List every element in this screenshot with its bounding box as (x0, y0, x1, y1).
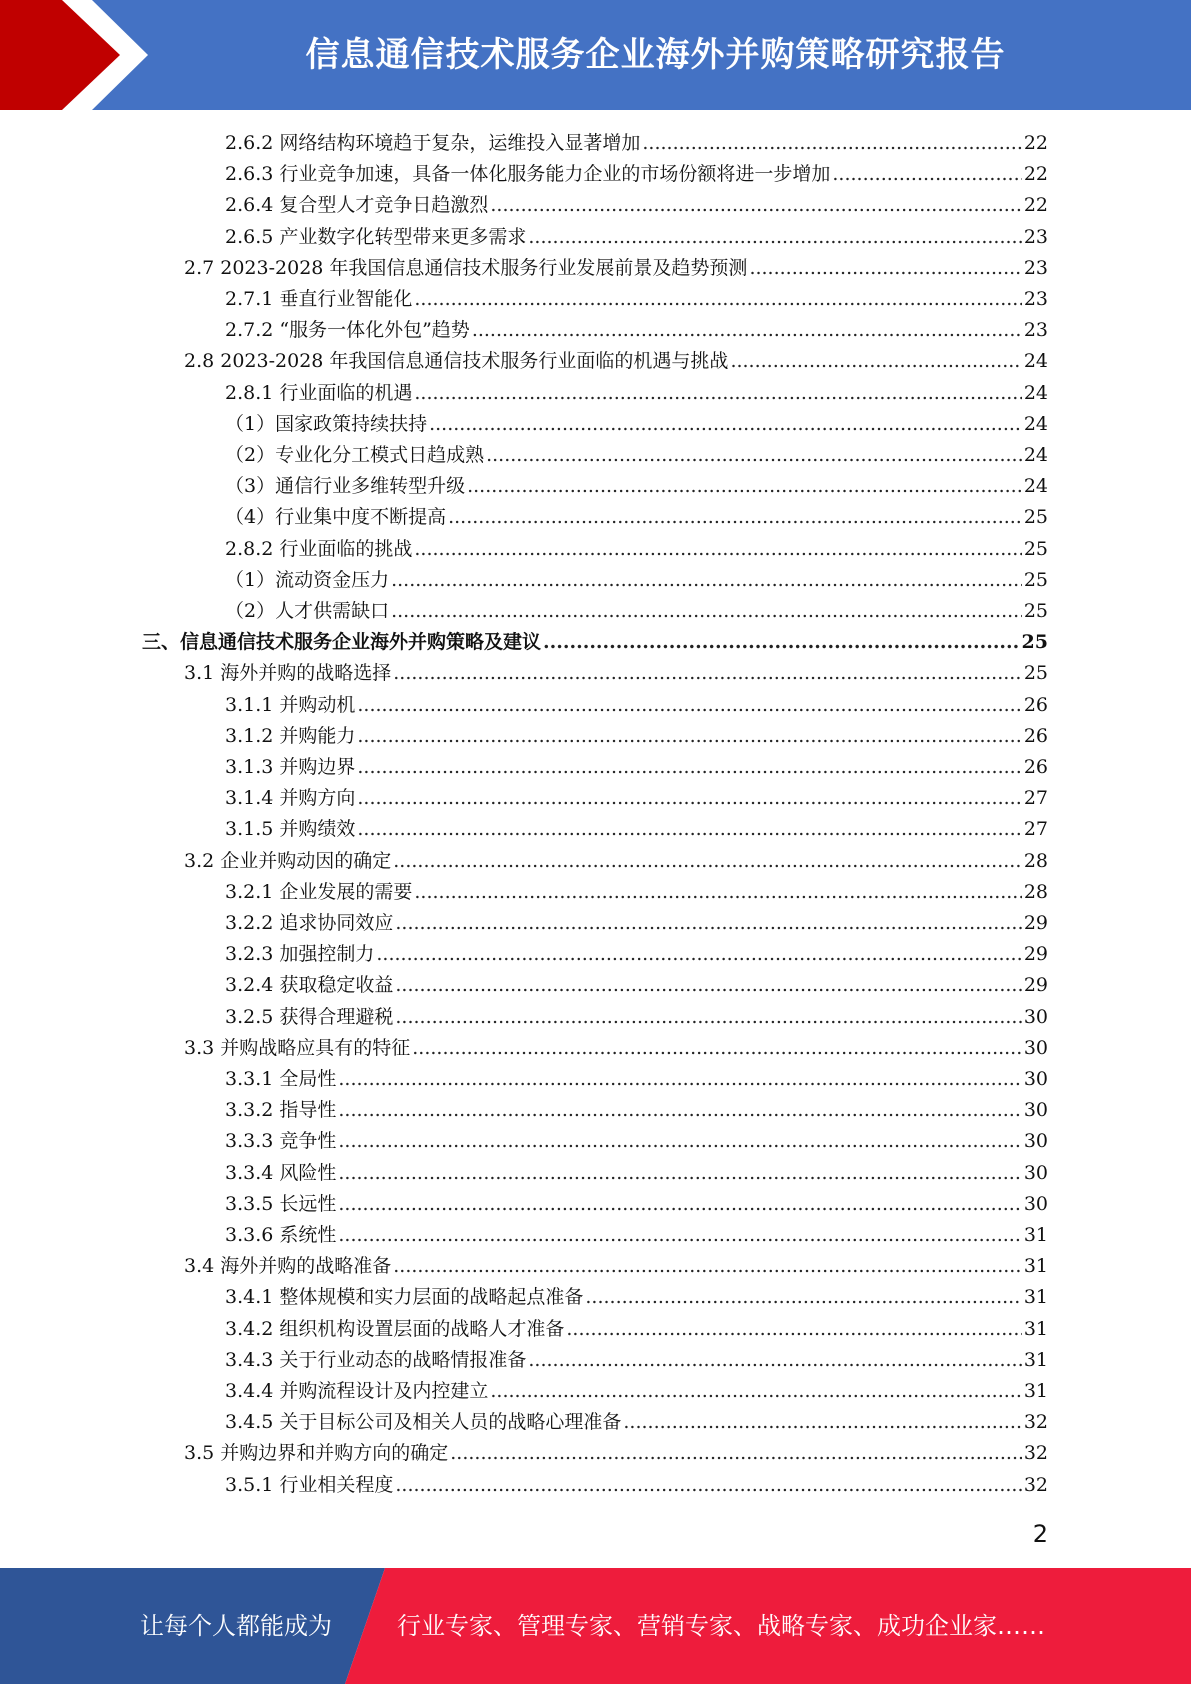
toc-entry-label: 2.6.5 产业数字化转型带来更多需求 (225, 225, 527, 248)
toc-entry-label: 3.5 并购边界和并购方向的确定 (184, 1442, 449, 1465)
toc-entry-page: 31 (1023, 1286, 1048, 1309)
toc-entry-label: 3.3.3 竞争性 (225, 1130, 337, 1153)
toc-entry[interactable] (225, 502, 1048, 532)
toc-entry[interactable] (225, 877, 1048, 907)
toc-leader-dots (338, 1224, 1021, 1246)
toc-entry[interactable] (225, 596, 1048, 626)
toc-entry-page: 24 (1023, 412, 1048, 435)
toc-entry[interactable] (225, 1095, 1048, 1125)
toc-entry[interactable] (225, 939, 1048, 969)
toc-entry[interactable] (225, 284, 1048, 314)
toc-entry[interactable] (225, 752, 1048, 782)
toc-entry-page: 25 (1023, 568, 1048, 591)
toc-entry-page: 23 (1023, 225, 1048, 248)
toc-leader-dots (376, 943, 1021, 965)
toc-leader-dots (623, 1411, 1021, 1433)
toc-entry-label: 3.3.2 指导性 (225, 1099, 337, 1122)
toc-entry-page: 25 (1023, 600, 1048, 622)
toc-entry-label: （2）专业化分工模式日趋成熟 (225, 444, 485, 466)
toc-entry-label: 3.3.1 全局性 (225, 1068, 337, 1090)
toc-entry[interactable] (225, 690, 1048, 720)
toc-entry[interactable] (225, 1002, 1048, 1032)
toc-leader-dots (642, 132, 1021, 154)
toc-entry[interactable] (225, 1376, 1048, 1406)
toc-entry-page: 23 (1023, 288, 1048, 310)
toc-leader-dots (832, 163, 1021, 185)
toc-entry-page: 30 (1023, 1005, 1048, 1028)
toc-entry-label: 3.5.1 行业相关程度 (225, 1473, 394, 1496)
toc-entry-label: 3.3 并购战略应具有的特征 (184, 1036, 411, 1059)
toc-entry[interactable] (225, 222, 1048, 252)
toc-entry[interactable] (225, 783, 1048, 813)
toc-entry[interactable] (225, 1064, 1048, 1094)
toc-leader-dots (467, 475, 1022, 497)
toc-entry[interactable] (225, 1470, 1048, 1500)
toc-entry-page: 26 (1023, 693, 1048, 716)
toc-entry-label: 3.2.2 追求协同效应 (225, 912, 394, 934)
toc-entry-label: 3.1.1 并购动机 (225, 693, 356, 716)
toc-entry[interactable] (225, 814, 1048, 844)
toc-entry-label: 2.7.2 “服务一体化外包”趋势 (225, 319, 470, 342)
toc-entry[interactable] (225, 378, 1048, 408)
toc-entry-page: 32 (1023, 1442, 1048, 1465)
toc-entry-label: 3.1.4 并购方向 (225, 787, 356, 810)
toc-entry[interactable] (225, 721, 1048, 751)
toc-entry-label: （2）人才供需缺口 (225, 600, 390, 622)
toc-entry-page: 25 (1021, 631, 1048, 654)
toc-entry-page: 25 (1023, 662, 1048, 685)
toc-entry-page: 22 (1023, 194, 1048, 217)
toc-entry-page: 28 (1023, 880, 1048, 903)
toc-entry-page: 30 (1023, 1068, 1048, 1090)
toc-leader-dots (338, 1068, 1021, 1090)
toc-entry-page: 24 (1023, 475, 1048, 498)
toc-entry-page: 29 (1023, 912, 1048, 934)
toc-entry-label: 3.2.3 加强控制力 (225, 943, 375, 966)
toc-leader-dots (338, 1193, 1021, 1215)
toc-leader-dots (338, 1130, 1021, 1152)
toc-entry[interactable] (225, 908, 1048, 938)
toc-leader-dots (395, 974, 1021, 996)
toc-entry-label: 三、信息通信技术服务企业海外并购策略及建议 (142, 631, 542, 654)
toc-entry[interactable] (142, 627, 1048, 657)
toc-leader-dots (357, 818, 1021, 840)
toc-entry[interactable] (184, 253, 1048, 283)
toc-leader-dots (414, 382, 1021, 404)
toc-leader-dots (393, 850, 1022, 872)
toc-entry-page: 26 (1023, 724, 1048, 747)
toc-leader-dots (429, 413, 1022, 435)
toc-entry[interactable] (225, 190, 1048, 220)
toc-entry-page: 22 (1023, 132, 1048, 154)
toc-entry-page: 29 (1023, 943, 1048, 966)
toc-entry-page: 26 (1023, 756, 1048, 778)
page-header (0, 0, 1191, 110)
toc-leader-dots (490, 1380, 1021, 1402)
toc-entry-label: 3.3.4 风险性 (225, 1161, 337, 1184)
page-number: 2 (1032, 1520, 1048, 1548)
toc-leader-dots (393, 662, 1022, 684)
toc-entry-label: 3.1 海外并购的战略选择 (184, 662, 392, 685)
toc-leader-dots (395, 1006, 1021, 1028)
toc-entry-label: 3.4.1 整体规模和实力层面的战略起点准备 (225, 1286, 584, 1309)
toc-entry-page: 23 (1023, 319, 1048, 342)
toc-leader-dots (357, 694, 1021, 716)
toc-entry-label: 3.2.5 获得合理避税 (225, 1005, 394, 1028)
toc-entry-label: 3.4 海外并购的战略准备 (184, 1255, 392, 1278)
document-title: 信息通信技术服务企业海外并购策略研究报告 (305, 35, 1006, 75)
toc-entry[interactable] (225, 534, 1048, 564)
toc-entry-label: 2.8.2 行业面临的挑战 (225, 537, 413, 560)
toc-entry-page: 32 (1023, 1411, 1048, 1434)
toc-entry[interactable] (184, 1033, 1048, 1063)
toc-entry-label: 2.6.4 复合型人才竞争日趋激烈 (225, 194, 489, 217)
toc-entry-label: 3.4.4 并购流程设计及内控建立 (225, 1380, 489, 1402)
toc-entry-label: 3.3.6 系统性 (225, 1224, 337, 1246)
toc-entry-page: 28 (1023, 849, 1048, 872)
toc-entry-page: 31 (1023, 1224, 1048, 1246)
toc-entry-page: 25 (1023, 537, 1048, 560)
toc-entry-label: （1）流动资金压力 (225, 568, 390, 591)
toc-leader-dots (448, 506, 1022, 528)
toc-entry[interactable] (225, 128, 1048, 158)
toc-leader-dots (414, 538, 1021, 560)
toc-entry[interactable] (225, 409, 1048, 439)
toc-entry-label: 3.4.3 关于行业动态的战略情报准备 (225, 1348, 527, 1371)
toc-entry-label: 2.7.1 垂直行业智能化 (225, 288, 413, 310)
toc-entry-label: 3.1.3 并购边界 (225, 756, 356, 778)
toc-entry[interactable] (184, 658, 1048, 688)
toc-leader-dots (357, 787, 1021, 809)
page-footer (0, 1568, 1191, 1684)
toc-leader-dots (338, 1099, 1021, 1121)
toc-entry-page: 25 (1023, 506, 1048, 529)
toc-leader-dots (395, 1474, 1021, 1496)
toc-leader-dots (730, 350, 1021, 372)
toc-entry[interactable] (225, 1345, 1048, 1375)
toc-entry-label: 3.2.1 企业发展的需要 (225, 880, 413, 903)
toc-entry-label: 2.8 2023-2028 年我国信息通信技术服务行业面临的机遇与挑战 (184, 350, 729, 373)
footer-slogan-right: 行业专家、管理专家、营销专家、战略专家、成功企业家…… (397, 1612, 1045, 1640)
toc-entry-label: 3.2.4 获取稳定收益 (225, 974, 394, 997)
toc-entry-label: 3.3.5 长远性 (225, 1192, 337, 1215)
toc-entry[interactable] (225, 1158, 1048, 1188)
toc-entry-label: 2.6.2 网络结构环境趋于复杂，运维投入显著增加 (225, 132, 641, 154)
toc-entry[interactable] (225, 1126, 1048, 1156)
toc-entry[interactable] (225, 565, 1048, 595)
toc-entry[interactable] (225, 1407, 1048, 1437)
toc-leader-dots (414, 881, 1021, 903)
toc-entry-label: （4）行业集中度不断提高 (225, 506, 447, 529)
toc-entry[interactable] (225, 440, 1048, 470)
toc-entry-page: 27 (1023, 818, 1048, 841)
toc-leader-dots (528, 226, 1021, 248)
toc-entry-page: 29 (1023, 974, 1048, 997)
toc-leader-dots (395, 912, 1021, 934)
toc-entry-label: 3.1.2 并购能力 (225, 724, 356, 747)
toc-entry-page: 24 (1023, 350, 1048, 373)
toc-leader-dots (486, 444, 1022, 466)
toc-leader-dots (338, 1162, 1021, 1184)
toc-leader-dots (450, 1442, 1022, 1464)
toc-entry-label: 3.4.2 组织机构设置层面的战略人才准备 (225, 1317, 565, 1340)
toc-leader-dots (393, 1255, 1022, 1277)
toc-leader-dots (391, 600, 1022, 622)
toc-leader-dots (472, 319, 1022, 341)
toc-entry-page: 31 (1023, 1255, 1048, 1278)
toc-leader-dots (412, 1037, 1022, 1059)
toc-entry[interactable] (225, 1282, 1048, 1312)
toc-entry[interactable] (225, 1314, 1048, 1344)
toc-leader-dots (585, 1286, 1021, 1308)
toc-entry[interactable] (225, 970, 1048, 1000)
toc-entry[interactable] (184, 1251, 1048, 1281)
toc-entry-page: 24 (1023, 381, 1048, 404)
toc-entry-page: 31 (1023, 1380, 1048, 1402)
toc-entry[interactable] (184, 346, 1048, 376)
toc-entry-page: 30 (1023, 1099, 1048, 1122)
toc-entry-page: 27 (1023, 787, 1048, 810)
toc-leader-dots (391, 569, 1022, 591)
toc-entry-label: （1）国家政策持续扶持 (225, 412, 428, 435)
toc-entry-page: 24 (1023, 444, 1048, 466)
toc-entry[interactable] (184, 846, 1048, 876)
toc-entry-page: 31 (1023, 1317, 1048, 1340)
toc-leader-dots (357, 725, 1021, 747)
toc-entry[interactable] (225, 315, 1048, 345)
toc-entry-page: 32 (1023, 1473, 1048, 1496)
toc-entry[interactable] (225, 159, 1048, 189)
toc-entry-page: 30 (1023, 1036, 1048, 1059)
toc-entry-label: 2.8.1 行业面临的机遇 (225, 381, 413, 404)
toc-entry[interactable] (225, 1220, 1048, 1250)
toc-entry[interactable] (225, 471, 1048, 501)
toc-entry-label: 2.7 2023-2028 年我国信息通信技术服务行业发展前景及趋势预测 (184, 256, 748, 279)
toc-leader-dots (528, 1349, 1021, 1371)
toc-leader-dots (543, 631, 1020, 653)
toc-leader-dots (414, 288, 1021, 310)
toc-leader-dots (749, 257, 1021, 279)
toc-entry-page: 23 (1023, 256, 1048, 279)
toc-entry-label: （3）通信行业多维转型升级 (225, 475, 466, 498)
toc-leader-dots (357, 756, 1021, 778)
toc-entry-page: 30 (1023, 1192, 1048, 1215)
toc-entry-page: 22 (1023, 163, 1048, 186)
toc-leader-dots (490, 194, 1021, 216)
toc-entry-label: 3.2 企业并购动因的确定 (184, 849, 392, 872)
toc-leader-dots (566, 1318, 1021, 1340)
toc-entry-page: 30 (1023, 1130, 1048, 1153)
toc-entry-label: 3.4.5 关于目标公司及相关人员的战略心理准备 (225, 1411, 622, 1434)
toc-entry-page: 30 (1023, 1161, 1048, 1184)
toc-entry-label: 3.1.5 并购绩效 (225, 818, 356, 841)
toc-entry-label: 2.6.3 行业竞争加速，具备一体化服务能力企业的市场份额将进一步增加 (225, 163, 831, 186)
toc-entry-page: 31 (1023, 1348, 1048, 1371)
footer-slogan-left: 让每个人都能成为 (140, 1612, 332, 1640)
toc-entry[interactable] (225, 1189, 1048, 1219)
toc-entry[interactable] (184, 1438, 1048, 1468)
